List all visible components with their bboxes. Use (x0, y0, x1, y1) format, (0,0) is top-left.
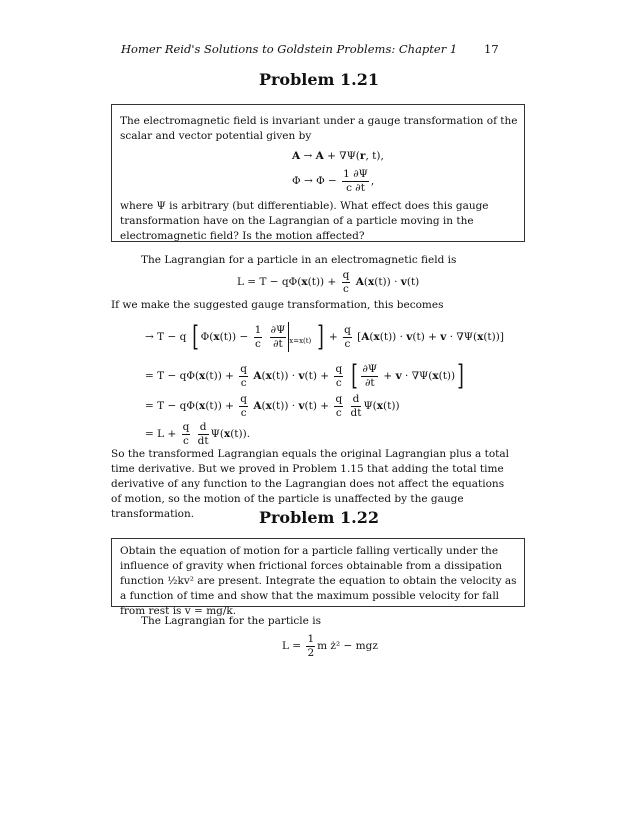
lagrangian-em: L = T − qΦ(x(t)) + $\frac{q}{c}$ A(x(t)) · v(t) (237, 269, 420, 295)
running-header: Homer Reid's Solutions to Goldstein Problems: Chapter 1 (121, 42, 458, 56)
gauge-derivation-line-2: = T − qΦ(x(t)) + $\frac{q}{c}$ A(x(t)) · v(t) + $\frac{q}{c}$ [ $\frac{\partial\Psi}{\partial t}$ + v · ∇Ψ(x(t))] (145, 359, 464, 392)
problem-121-title: Problem 1.21 (258, 70, 380, 89)
lagrangian-falling: L = $\frac{1}{2}$ m ż² − mgz (282, 633, 378, 659)
gauge-eq-Phi: Φ → Φ − $\frac{1 \partial\Psi}{c \partial t}$ , (292, 168, 375, 194)
gauge-derivation-line-3: = T − qΦ(x(t)) + $\frac{q}{c}$ A(x(t)) · v(t) + $\frac{q}{c}$ $\frac{d}{dt}$ Ψ(x(t)) (145, 393, 400, 419)
solution-121-intro: The Lagrangian for a particle in an electromagnetic field is (141, 254, 457, 266)
problem-121-box (111, 104, 525, 242)
solution-121-conclusion: So the transformed Lagrangian equals the original Lagrangian plus a total time derivative. But we proved in Problem 1.15 that adding the total time derivative of any function to the Lagrangian does not affect the equations of motion, so the motion of the particle is unaffected by the gauge transformation. (111, 448, 509, 520)
problem-121-statement-2: where Ψ is arbitrary (but differentiable). What effect does this gauge transformation have on the Lagrangian of a particle moving in the electromagnetic field? Is the motion affected? (120, 200, 489, 242)
solution-121-transform-text: If we make the suggested gauge transformation, this becomes (111, 299, 444, 311)
solution-122-intro: The Lagrangian for the particle is (141, 615, 321, 627)
gauge-derivation-line-1: → T − q [ Φ(x(t)) − $\frac{1}{c}$ $\frac{\partial\Psi}{\partial t}$ $_{x=x(t)}$ ] + $\frac{q}{c}$ [A(x(t)) · v(t) + v · ∇Ψ(x(t))] (145, 320, 504, 353)
gauge-derivation-line-4: = L + $\frac{q}{c}$ $\frac{d}{dt}$ Ψ(x(t)). (145, 421, 251, 447)
problem-122-title: Problem 1.22 (258, 508, 380, 527)
problem-122-box (111, 538, 525, 617)
gauge-eq-A: A → A + ∇Ψ(r, t), (292, 150, 384, 162)
page-number: 17 (484, 42, 499, 56)
problem-121-statement-1: The electromagnetic field is invariant under a gauge transformation of the scalar and vector potential given by (120, 115, 518, 142)
problem-122-statement: Obtain the equation of motion for a particle falling vertically under the influence of gravity when frictional forces obtainable from a dissipation function ½kv² are present. Integrate the equation to obtain the velocity as a function of time and show that the maximum possible velocity for fall from rest is v = mg/k. (120, 545, 517, 617)
